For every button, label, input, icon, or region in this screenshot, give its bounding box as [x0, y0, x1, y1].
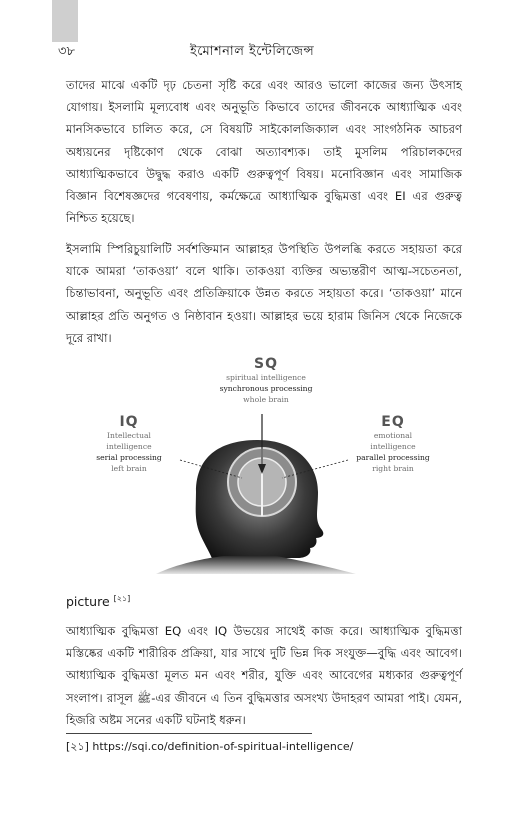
eq-line-3: parallel processing: [356, 453, 430, 462]
sq-heading: SQ: [254, 356, 278, 372]
eq-line-4: right brain: [372, 464, 414, 473]
running-title: ইমোশনাল ইন্টেলিজেন্স: [190, 44, 315, 59]
iq-line-4: left brain: [111, 464, 147, 473]
iq-line-3: serial processing: [96, 453, 162, 462]
page-corner-tab: [52, 0, 78, 42]
page-number: ৩৮: [58, 44, 75, 59]
footnote-divider: [66, 733, 312, 734]
figure-caption: [66, 593, 130, 609]
sq-line-2: synchronous processing: [219, 384, 313, 393]
sq-label: [196, 356, 336, 405]
iq-heading: IQ: [119, 414, 139, 430]
eq-line-1: emotional: [373, 431, 413, 440]
body-paragraph-2: ইসলামি স্পিরিচুয়ালিটি সর্বশক্তিমান আল্লাহর উপস্থিতি উপলব্ধি করতে সহায়তা করে যাকে আমরা ‘তাকওয়া’ বলে থাকি। তাকওয়া ব্যক্তির অভ্যন্তরীণ আত্ম-সচেতনতা, চিন্তাভাবনা, অনুভূতি এবং প্রতিক্রিয়াকে উন্নত করতে সহায়তা করে। ‘তাকওয়া’ মানে আল্লাহর প্রতি অনুগত ও নিষ্ঠাবান হওয়া। আল্লাহর ভয়ে হারাম জিনিস থেকে নিজেকে দূরে রাখা।: [66, 242, 462, 345]
body-paragraph-1: তাদের মাঝে একটি দৃঢ় চেতনা সৃষ্টি করে এবং আরও ভালো কাজের জন্য উৎসাহ যোগায়। ইসলামি মূল্যবোধ এবং অনুভূতি কিভাবে তাদের জীবনকে আধ্যাত্মিক এবং মানসিকভাবে চালিত করে, সে বিষয়টি সাইকোলজিক্যাল এবং সাংগঠনিক আচরণ অধ্যয়নের দৃষ্টিকোণ থেকে বোঝা অত্যাবশ্যক। তাই মুসলিম পরিচালকদের আধ্যাত্মিকভাবে উদ্বুদ্ধ করাও একটি গুরুত্বপূর্ণ বিষয়। মনোবিজ্ঞান এবং সামাজিক বিজ্ঞান বিশেষজ্ঞদের গবেষণায়, কর্মক্ষেত্রে আধ্যাত্মিক বুদ্ধিমত্তা এবং EI এর গুরুত্ব নিশ্চিত হয়েছে।: [66, 78, 462, 226]
eq-heading: EQ: [381, 414, 405, 430]
caption-reference[interactable]: [২১]: [113, 594, 131, 603]
iq-label: [74, 414, 184, 474]
shoulders: [156, 556, 356, 574]
caption-text: picture: [66, 594, 110, 610]
eq-label: [338, 414, 448, 474]
sq-line-3: whole brain: [243, 395, 289, 404]
intelligence-diagram: [66, 352, 462, 574]
body-paragraph-3: আধ্যাত্মিক বুদ্ধিমত্তা EQ এবং IQ উভয়ের সাথেই কাজ করে। আধ্যাত্মিক বুদ্ধিমত্তা মস্তিষ্কের একটি শারীরিক প্রক্রিয়া, যার সাথে দুটি ভিন্ন দিক সংযুক্ত—বুদ্ধি এবং আবেগ। আধ্যাত্মিক বুদ্ধিমত্তা মূলত মন এবং শরীর, যুক্তি এবং আবেগের মধ্যকার গুরুত্বপূর্ণ সংলাপ। রাসূল ﷺ-এর জীবনে এ তিন বুদ্ধিমত্তার অসংখ্য উদাহরণ আমরা পাই। যেমন, হিজরি অষ্টম সনের একটি ঘটনাই ধরুন।: [66, 624, 463, 727]
eq-line-2: intelligence: [370, 442, 416, 451]
sq-line-1: spiritual intelligence: [226, 373, 306, 382]
iq-line-1: Intellectual: [107, 431, 151, 440]
footnote: [২১] https://sqi.co/definition-of-spiritual-intelligence/: [66, 740, 354, 753]
iq-line-2: intelligence: [106, 442, 152, 451]
